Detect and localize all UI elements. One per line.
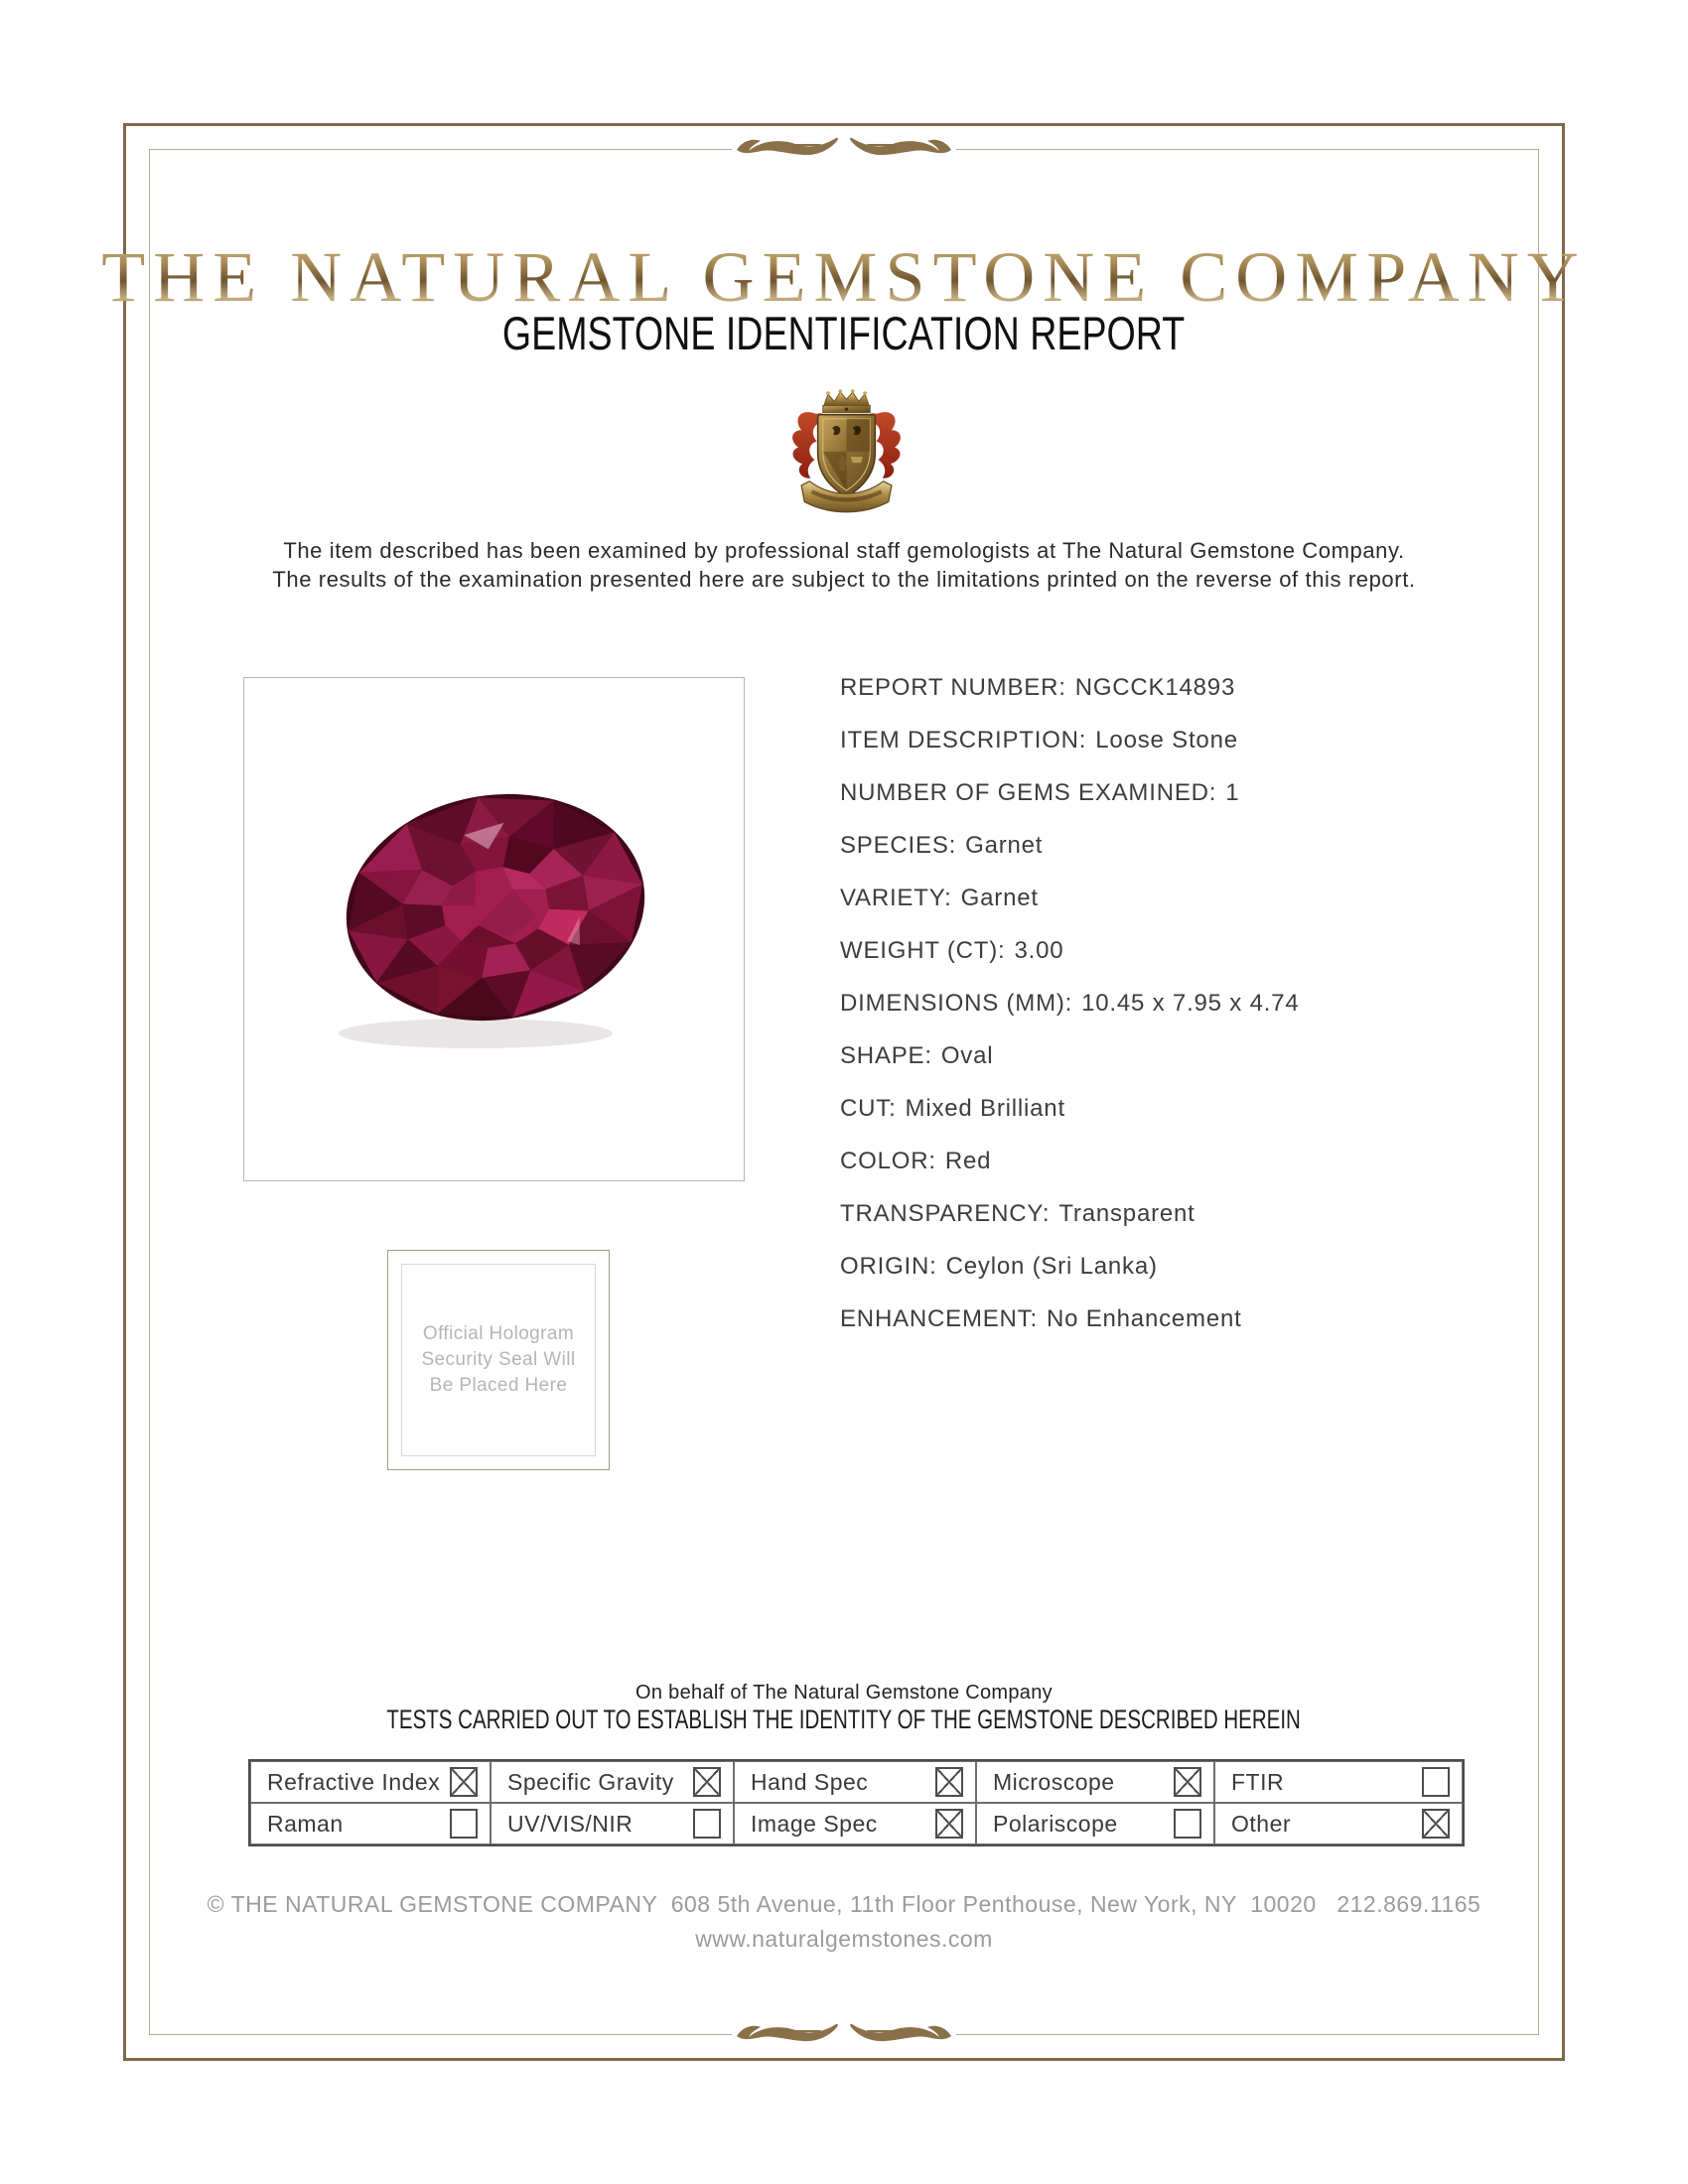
- hologram-text-line-1: Official Hologram: [422, 1323, 575, 1344]
- detail-transparency: TRANSPARENCY: Transparent: [840, 1200, 1196, 1227]
- detail-origin: ORIGIN: Ceylon (Sri Lanka): [840, 1253, 1158, 1280]
- on-behalf-text: On behalf of The Natural Gemstone Company: [635, 1682, 1053, 1704]
- top-swirl-divider-icon: [732, 130, 956, 168]
- hologram-text-line-2: Security Seal Will: [421, 1349, 576, 1370]
- hologram-seal-inner-box: [401, 1264, 596, 1456]
- checkbox-ftir: [1422, 1767, 1450, 1797]
- intro-line-1: The item described has been examined by professional staff gemologists at The Natural Gemstone Company.: [283, 538, 1405, 563]
- red-oval-garnet-photo-icon: [327, 773, 664, 1061]
- test-cell-specific-gravity: Specific Gravity: [491, 1761, 734, 1803]
- test-cell-other: Other: [1214, 1803, 1463, 1844]
- checkbox-specific-gravity: [693, 1767, 721, 1797]
- detail-item-description: ITEM DESCRIPTION: Loose Stone: [840, 727, 1238, 753]
- hologram-text-line-3: Be Placed Here: [429, 1375, 568, 1396]
- detail-shape: SHAPE: Oval: [840, 1042, 994, 1069]
- detail-color: COLOR: Red: [840, 1148, 992, 1174]
- test-cell-raman: Raman: [250, 1803, 491, 1844]
- checkbox-other: [1422, 1809, 1450, 1839]
- checkbox-hand-spec: [935, 1767, 963, 1797]
- detail-species: SPECIES: Garnet: [840, 832, 1044, 859]
- intro-line-2: The results of the examination presented here are subject to the limitations printed on the reverse of this report.: [272, 566, 1416, 592]
- detail-number-of-gems: NUMBER OF GEMS EXAMINED: 1: [840, 779, 1240, 806]
- footer-website: www.naturalgemstones.com: [695, 1926, 993, 1952]
- detail-variety: VARIETY: Garnet: [840, 885, 1039, 911]
- tests-table: [248, 1759, 1465, 1846]
- report-details-list: [840, 676, 1299, 1360]
- test-cell-polariscope: Polariscope: [976, 1803, 1214, 1844]
- checkbox-refractive-index: [450, 1767, 478, 1797]
- test-cell-hand-spec: Hand Spec: [734, 1761, 976, 1803]
- gemstone-photo-frame: [243, 677, 745, 1181]
- checkbox-raman: [450, 1809, 478, 1839]
- footer-address: © THE NATURAL GEMSTONE COMPANY 608 5th Avenue, 11th Floor Penthouse, New York, NY 10020 212.869.1165: [207, 1891, 1481, 1917]
- detail-cut: CUT: Mixed Brilliant: [840, 1095, 1065, 1122]
- bottom-swirl-divider-icon: [732, 2016, 956, 2054]
- checkbox-image-spec: [935, 1809, 963, 1839]
- test-cell-image-spec: Image Spec: [734, 1803, 976, 1844]
- tests-heading: TESTS CARRIED OUT TO ESTABLISH THE IDENTITY OF THE GEMSTONE DESCRIBED HEREIN: [386, 1705, 1302, 1734]
- test-cell-refractive-index: Refractive Index: [250, 1761, 491, 1803]
- checkbox-uv-vis-nir: [693, 1809, 721, 1839]
- checkbox-microscope: [1174, 1767, 1201, 1797]
- company-name-title: THE NATURAL GEMSTONE COMPANY: [0, 241, 1688, 313]
- company-crest-icon: [784, 389, 909, 525]
- checkbox-polariscope: [1174, 1809, 1201, 1839]
- test-cell-uv-vis-nir: UV/VIS/NIR: [491, 1803, 734, 1844]
- detail-dimensions: DIMENSIONS (MM): 10.45 x 7.95 x 4.74: [840, 990, 1300, 1017]
- detail-enhancement: ENHANCEMENT: No Enhancement: [840, 1305, 1242, 1332]
- detail-report-number: REPORT NUMBER: NGCCK14893: [840, 674, 1236, 701]
- test-cell-ftir: FTIR: [1214, 1761, 1463, 1803]
- intro-paragraph: [0, 537, 1688, 594]
- detail-weight: WEIGHT (CT): 3.00: [840, 937, 1064, 964]
- test-cell-microscope: Microscope: [976, 1761, 1214, 1803]
- hologram-seal-placeholder: [387, 1250, 610, 1470]
- report-title: GEMSTONE IDENTIFICATION REPORT: [502, 307, 1186, 359]
